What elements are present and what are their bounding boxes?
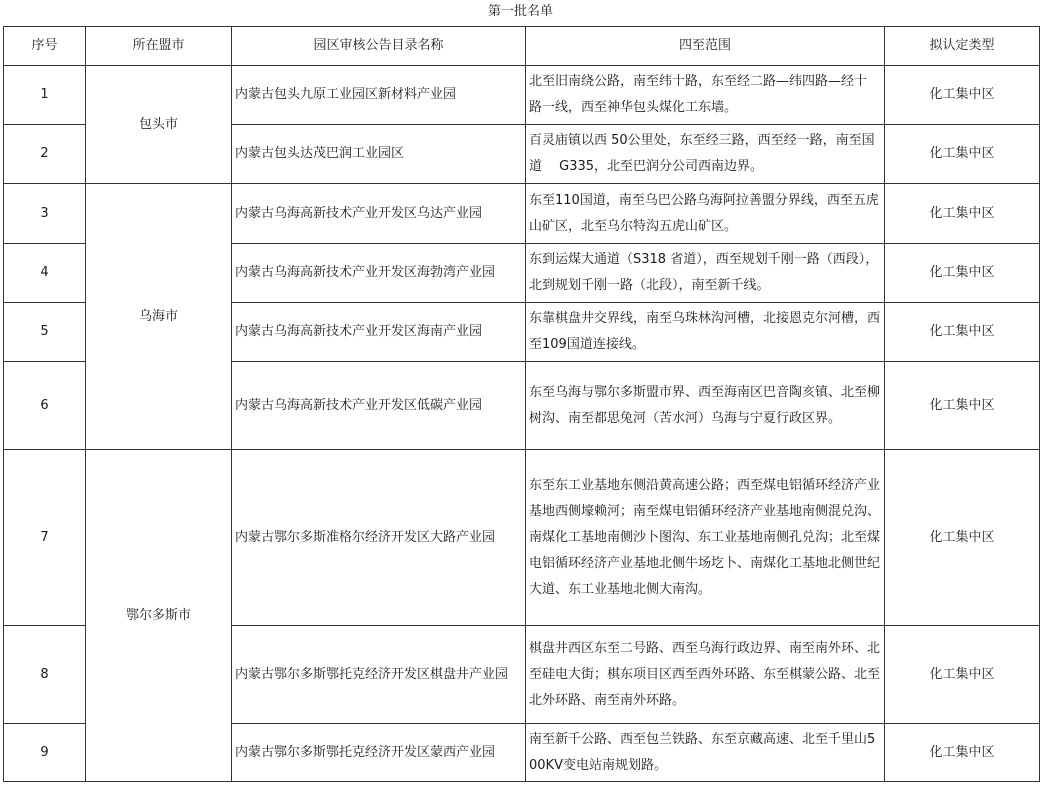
scope-cell: 东到运煤大通道（S318 省道），西至规划千刚一路（西段），北到规划千刚一路（北段），南至新千线。 (526, 244, 885, 303)
park-name: 内蒙古乌海高新技术产业开发区乌达产业园 (232, 184, 526, 244)
row-no: 2 (4, 125, 86, 184)
scope-cell: 东靠棋盘井交界线，南至乌珠林沟河槽，北接恩克尔河槽，西至109国道连接线。 (526, 303, 885, 362)
scope-cell: 东至乌海与鄂尔多斯盟市界、西至海南区巴音陶亥镇、北至柳树沟、南至都思兔河（苦水河）乌海与宁夏行政区界。 (526, 362, 885, 450)
row-no: 6 (4, 362, 86, 450)
city-cell: 鄂尔多斯市 (86, 450, 232, 782)
park-name: 内蒙古鄂尔多斯鄂托克经济开发区蒙西产业园 (232, 724, 526, 782)
header-no: 序号 (4, 27, 86, 66)
city-cell: 乌海市 (86, 184, 232, 450)
row-no: 3 (4, 184, 86, 244)
type-cell: 化工集中区 (885, 184, 1040, 244)
park-name: 内蒙古包头九原工业园区新材料产业园 (232, 66, 526, 125)
row-no: 1 (4, 66, 86, 125)
type-cell: 化工集中区 (885, 125, 1040, 184)
row-no: 8 (4, 626, 86, 724)
type-cell: 化工集中区 (885, 66, 1040, 125)
scope-cell: 棋盘井西区东至二号路、西至乌海行政边界、南至南外环、北至硅电大街；棋东项目区西至西外环路、东至棋蒙公路、北至北外环路、南至南外环路。 (526, 626, 885, 724)
table-row (4, 66, 1040, 125)
scope-cell: 北至旧南绕公路，南至纬十路，东至经二路—纬四路—经十 路一线，西至神华包头煤化工东墙。 (526, 66, 885, 125)
header-type: 拟认定类型 (885, 27, 1040, 66)
park-name: 内蒙古乌海高新技术产业开发区海勃湾产业园 (232, 244, 526, 303)
header-scope: 四至范围 (526, 27, 885, 66)
row-no: 5 (4, 303, 86, 362)
header-city: 所在盟市 (86, 27, 232, 66)
park-name: 内蒙古乌海高新技术产业开发区低碳产业园 (232, 362, 526, 450)
type-cell: 化工集中区 (885, 450, 1040, 626)
scope-cell: 南至新千公路、西至包兰铁路、东至京藏高速、北至千里山500KV变电站南规划路。 (526, 724, 885, 782)
type-cell: 化工集中区 (885, 244, 1040, 303)
park-name: 内蒙古鄂尔多斯准格尔经济开发区大路产业园 (232, 450, 526, 626)
row-no: 4 (4, 244, 86, 303)
header-row (4, 27, 1040, 66)
type-cell: 化工集中区 (885, 303, 1040, 362)
table-row (4, 184, 1040, 244)
header-park-name: 园区审核公告目录名称 (232, 27, 526, 66)
park-name: 内蒙古乌海高新技术产业开发区海南产业园 (232, 303, 526, 362)
row-no: 9 (4, 724, 86, 782)
scope-cell: 东至东工业基地东侧沿黄高速公路；西至煤电铝循环经济产业基地西侧壕赖河；南至煤电铝循环经济产业基地南侧混兑沟、南煤化工基地南侧沙卜图沟、东工业基地南侧孔兑沟；北至煤电铝循环经济产业基地北侧牛场圪卜、南煤化工基地北侧世纪大道、东工业基地北侧大南沟。 (526, 450, 885, 626)
park-list-table (3, 26, 1040, 782)
park-name: 内蒙古鄂尔多斯鄂托克经济开发区棋盘井产业园 (232, 626, 526, 724)
scope-cell: 东至110国道，南至乌巴公路乌海阿拉善盟分界线，西至五虎山矿区，北至乌尔特沟五虎山矿区。 (526, 184, 885, 244)
table-row (4, 450, 1040, 626)
type-cell: 化工集中区 (885, 626, 1040, 724)
park-name: 内蒙古包头达茂巴润工业园区 (232, 125, 526, 184)
scope-cell: 百灵庙镇以西 50公里处，东至经三路，西至经一路，南至国道 G335，北至巴润分公司西南边界。 (526, 125, 885, 184)
type-cell: 化工集中区 (885, 724, 1040, 782)
type-cell: 化工集中区 (885, 362, 1040, 450)
city-cell: 包头市 (86, 66, 232, 184)
table-caption: 第一批名单 (487, 4, 553, 19)
row-no: 7 (4, 450, 86, 626)
